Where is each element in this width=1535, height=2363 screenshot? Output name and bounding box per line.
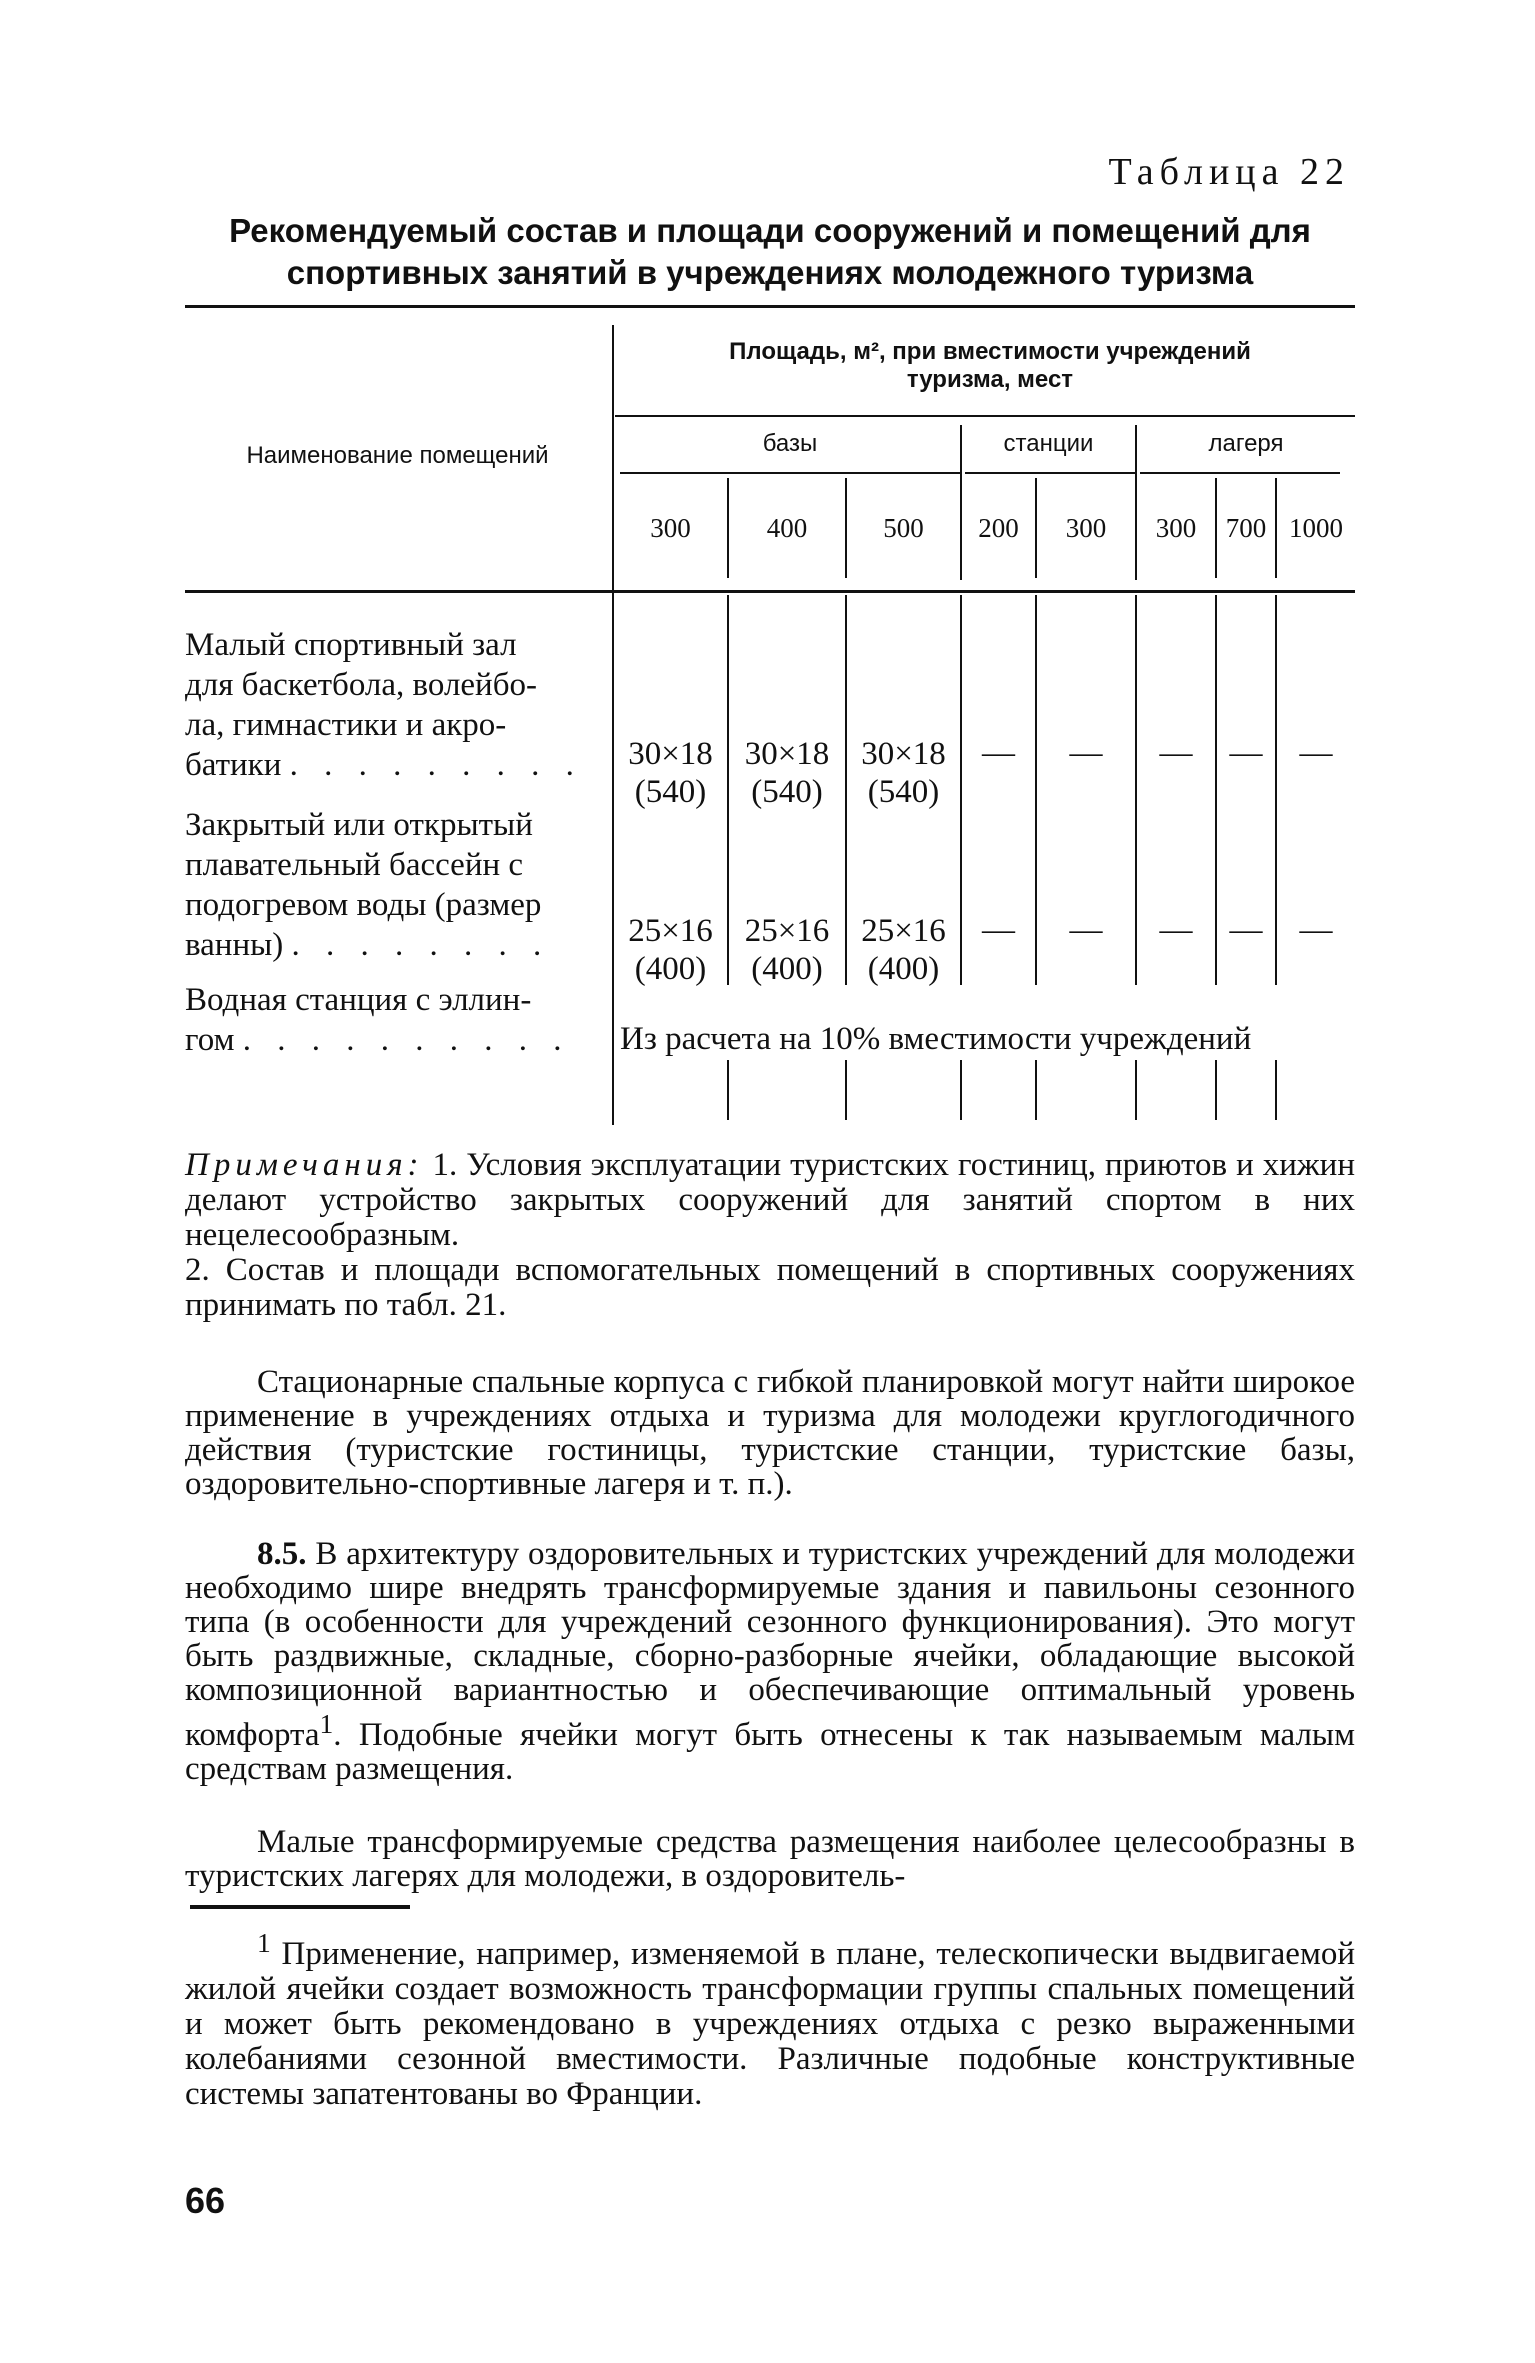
capacity-header: 200 bbox=[978, 513, 1019, 543]
capacity-header: 700 bbox=[1225, 513, 1267, 543]
paragraph-2-end: . Подобные ячейки могут быть отнесены к так называемым малым средствам размещения. bbox=[185, 1717, 1355, 1787]
column-header-name: Наименование помещений bbox=[246, 442, 549, 469]
area-header: Площадь, м², при вместимости учреждений туризма, мест bbox=[729, 338, 1251, 393]
dash-cell: — bbox=[982, 735, 1015, 771]
row-name-line: подогревом воды (размер bbox=[185, 887, 542, 923]
notes-title: Примечания: bbox=[185, 1147, 424, 1183]
table-row-name bbox=[185, 625, 610, 785]
note-2: 2. Состав и площади вспомогательных помещений в спортивных сооружениях принимать по табл. 21. bbox=[185, 1252, 1355, 1323]
leader-dots: . . . . . . . . . bbox=[289, 747, 583, 783]
col-divider-bottom bbox=[960, 1060, 962, 1120]
row-name-line: Закрытый или открытый bbox=[185, 807, 533, 843]
cell-area: (540) bbox=[867, 774, 940, 810]
span-cell: Из расчета на 10% вместимости учреждений bbox=[620, 1021, 1252, 1057]
paragraph-3: Малые трансформируемые средства размещения наиболее целесообразны в туристских лагерях для молодежи, в оздоровитель- bbox=[185, 1824, 1355, 1894]
group-rule-bases bbox=[620, 472, 960, 474]
cell-size: 30×18 bbox=[861, 736, 946, 772]
row-name-line: ванны) bbox=[185, 927, 284, 963]
table-row-name bbox=[185, 980, 610, 1060]
page-number: 66 bbox=[185, 2180, 226, 2221]
paragraph-2 bbox=[185, 1537, 1355, 1786]
footnote-ref: 1 bbox=[319, 1708, 334, 1739]
row-name-line: для баскетбола, волейбо- bbox=[185, 667, 537, 703]
group-bases: базы bbox=[762, 430, 818, 457]
capacity-header: 300 bbox=[1155, 513, 1197, 543]
capacity-header: 400 bbox=[766, 513, 808, 543]
table-cell bbox=[847, 735, 960, 811]
row-name-line: гом bbox=[185, 1022, 235, 1058]
table-top-rule bbox=[185, 305, 1355, 308]
dash-cell: — bbox=[1229, 735, 1263, 771]
cell-size: 30×18 bbox=[628, 736, 713, 772]
table-header-bottom-rule bbox=[185, 590, 1355, 593]
capacity-header: 300 bbox=[650, 513, 691, 543]
row-name-line: ла, гимнастики и акро- bbox=[185, 707, 507, 743]
row-name-line: Водная станция с эллин- bbox=[185, 982, 532, 1018]
row-name-line: плавательный бассейн с bbox=[185, 847, 524, 883]
capacity-header: 300 bbox=[1065, 513, 1107, 543]
cell-area: (540) bbox=[634, 774, 707, 810]
leader-dots: . . . . . . . . . . bbox=[242, 1022, 571, 1058]
footnote bbox=[185, 1925, 1355, 2112]
table-cell bbox=[614, 735, 727, 811]
group-rule-camps bbox=[1140, 472, 1340, 474]
cell-area: (400) bbox=[634, 951, 707, 987]
table-cell bbox=[614, 912, 727, 988]
table-title: Рекомендуемый состав и площади сооружений и помещений для спортивных занятий в учреждениях молодежного туризма bbox=[229, 212, 1311, 291]
cell-area: (540) bbox=[751, 774, 823, 810]
dash-cell: — bbox=[1299, 912, 1333, 948]
col-divider-bottom bbox=[845, 1060, 847, 1120]
table-cell bbox=[729, 735, 845, 811]
cell-size: 25×16 bbox=[744, 913, 830, 949]
cell-size: 25×16 bbox=[861, 913, 946, 949]
name-column-divider bbox=[612, 325, 614, 1125]
table-label: Таблица 22 bbox=[1108, 151, 1350, 193]
footnote-text: Применение, например, изменяемой в плане, телескопически выдвигаемой жилой ячейки создает возможность трансформации группы спальных помещений и может быть рекомендовано в учреждениях отдыха с резко выраженными колебаниями сезонной вместимости. Различные подобные конструктивные системы запатентованы во Франции. bbox=[185, 1936, 1355, 2112]
dash-cell: — bbox=[1229, 912, 1263, 948]
col-divider-bottom bbox=[1275, 1060, 1277, 1120]
paragraph-2-text: В архитектуру оздоровительных и туристских учреждений для молодежи необходимо шире внедрять трансформируемые здания и павильоны сезонного типа (в особенности для учреждений сезонного функционирования). Это могут быть раздвижные, складные, сборно-разборные ячейки, обладающие высокой композиционной вариантностью и обеспечивающие оптимальный уровень комфорта bbox=[185, 1536, 1355, 1753]
dash-cell: — bbox=[1159, 912, 1193, 948]
dash-cell: — bbox=[1069, 735, 1103, 771]
capacity-header: 500 bbox=[883, 513, 924, 543]
group-rule-stations bbox=[965, 472, 1135, 474]
group-camps: лагеря bbox=[1208, 430, 1284, 457]
dash-cell: — bbox=[982, 912, 1015, 948]
group-stations: станции bbox=[1003, 430, 1094, 457]
col-divider-bottom bbox=[727, 1060, 729, 1120]
col-divider-bottom bbox=[1135, 1060, 1137, 1120]
table-cell bbox=[729, 912, 845, 988]
area-header-rule bbox=[615, 415, 1355, 417]
col-divider-bottom bbox=[1035, 1060, 1037, 1120]
section-number: 8.5. bbox=[257, 1536, 307, 1572]
note-1: 1. Условия эксплуатации туристских гостиниц, приютов и хижин делают устройство закрытых сооружений для занятий спортом в них нецелесообразным. bbox=[185, 1147, 1355, 1253]
footnote-rule bbox=[190, 1905, 410, 1909]
leader-dots: . . . . . . . . bbox=[291, 927, 551, 963]
table-row-name bbox=[185, 805, 610, 965]
row-name-line: Малый спортивный зал bbox=[185, 627, 517, 663]
dash-cell: — bbox=[1299, 735, 1333, 771]
dash-cell: — bbox=[1069, 912, 1103, 948]
table-notes bbox=[185, 1148, 1355, 1323]
cell-area: (400) bbox=[867, 951, 940, 987]
row-name-line: батики bbox=[185, 747, 282, 783]
capacity-header: 1000 bbox=[1289, 513, 1343, 543]
cell-size: 25×16 bbox=[628, 913, 713, 949]
table-cell bbox=[847, 912, 960, 988]
cell-area: (400) bbox=[751, 951, 823, 987]
footnote-mark: 1 bbox=[257, 1927, 271, 1958]
col-divider-bottom bbox=[1215, 1060, 1217, 1120]
cell-size: 30×18 bbox=[744, 736, 830, 772]
dash-cell: — bbox=[1159, 735, 1193, 771]
paragraph-1: Стационарные спальные корпуса с гибкой планировкой могут найти широкое применение в учреждениях отдыха и туризма для молодежи круглогодичного действия (туристские гостиницы, туристские станции, туристские базы, оздоровительно-спортивные лагеря и т. п.). bbox=[185, 1364, 1355, 1502]
